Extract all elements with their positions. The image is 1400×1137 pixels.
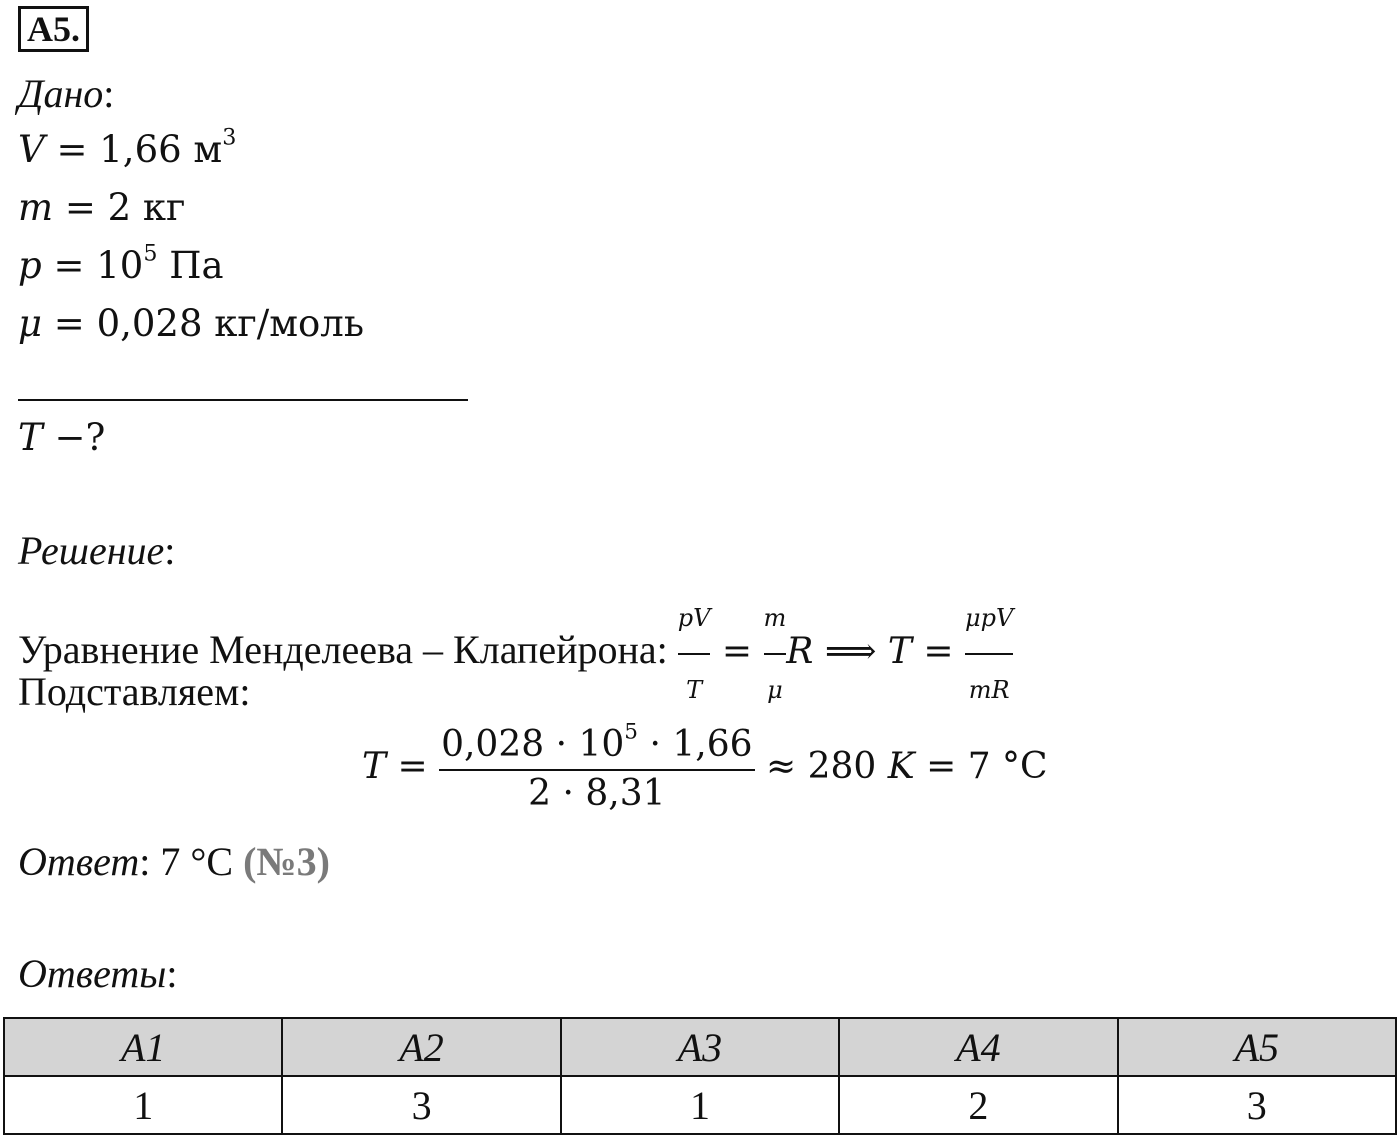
given-line-v [18, 124, 237, 171]
given-value: 1,66 [99, 128, 182, 171]
law-r: R [786, 631, 814, 672]
calc-eq: = [386, 746, 440, 787]
find-text: −? [42, 416, 106, 459]
solution-heading-text: Решение [18, 528, 165, 573]
answer-value: 7 °C [150, 839, 244, 884]
given-value: 2 [107, 186, 132, 229]
calc-result: ≈ 280 [754, 746, 888, 787]
answers-header-row [4, 1018, 1396, 1076]
answers-table [3, 1017, 1397, 1135]
given-heading-text: Дано [18, 71, 104, 116]
given-unit: м [181, 128, 223, 171]
given-var: m [18, 186, 54, 229]
given-sup: 3 [222, 124, 237, 151]
answers-header-cell: A5 [1118, 1018, 1396, 1076]
answers-value-row [4, 1076, 1396, 1134]
given-eq: = [44, 128, 100, 171]
fraction-denominator: mR [968, 676, 1010, 704]
given-line-m [18, 186, 185, 229]
given-eq: = [41, 244, 97, 287]
given-heading [18, 70, 114, 117]
given-line-mu [18, 302, 364, 345]
answer-heading: Ответ [18, 839, 140, 884]
answer-number: (№3) [243, 839, 330, 884]
substitute-text: Подставляем: [18, 669, 251, 714]
given-var: p [18, 244, 42, 287]
calc-num-sup: 5 [624, 719, 639, 745]
find-line [18, 416, 105, 459]
law-eq2: = [911, 631, 965, 672]
answer-line [18, 838, 330, 885]
answers-header-cell: A2 [282, 1018, 560, 1076]
law-eq1: = [710, 631, 764, 672]
fraction-mupv-mr [965, 583, 1013, 725]
answers-value-cell: 2 [839, 1076, 1117, 1134]
given-var: V [18, 128, 45, 171]
answers-header-cell: A3 [561, 1018, 839, 1076]
fraction-pv-t [678, 583, 711, 725]
answers-header-cell: A1 [4, 1018, 282, 1076]
calc-line [362, 719, 1048, 814]
fraction-m-mu [764, 583, 787, 725]
find-var: T [18, 416, 43, 459]
answers-heading [18, 950, 177, 997]
fraction-numerator: m [763, 604, 787, 632]
given-value: 10 [96, 244, 144, 287]
calc-fraction [439, 719, 754, 814]
law-formula [677, 604, 1014, 704]
given-divider [18, 399, 468, 401]
calc-denominator: 2 · 8,31 [528, 773, 666, 814]
task-label: A5. [18, 6, 89, 52]
given-value: 0,028 [96, 302, 203, 345]
answers-value-cell: 3 [1118, 1076, 1396, 1134]
calc-t: T [362, 746, 387, 787]
given-line-p [18, 240, 224, 287]
given-unit: кг [131, 186, 186, 229]
fraction-numerator: μpV [964, 604, 1014, 632]
answers-value-cell: 1 [561, 1076, 839, 1134]
fraction-numerator: pV [677, 604, 711, 632]
answers-heading-colon: : [166, 951, 178, 996]
fraction-denominator: μ [767, 676, 783, 704]
given-unit: кг/моль [202, 302, 364, 345]
answers-value-cell: 3 [282, 1076, 560, 1134]
law-t: T [887, 631, 912, 672]
calc-num-a: 0,028 · 10 [441, 724, 625, 765]
solution-heading-colon: : [164, 528, 176, 573]
given-tail: Па [157, 244, 224, 287]
answer-colon: : [139, 839, 151, 884]
given-var: μ [18, 302, 43, 345]
answers-heading-text: Ответы [18, 951, 167, 996]
given-sup: 5 [143, 240, 158, 267]
calc-numerator [439, 719, 754, 769]
calc-num-b: · 1,66 [638, 724, 753, 765]
calc-result2: = 7 °C [914, 746, 1048, 787]
fraction-denominator: T [686, 676, 703, 704]
answers-header-cell: A4 [839, 1018, 1117, 1076]
given-heading-colon: : [103, 71, 115, 116]
law-implies: ⟹ [813, 631, 888, 672]
given-eq: = [42, 302, 97, 345]
solution-heading [18, 527, 175, 574]
given-eq: = [53, 186, 108, 229]
answers-value-cell: 1 [4, 1076, 282, 1134]
law-text: Уравнение Менделеева – Клапейрона: [18, 627, 678, 672]
calc-k: K [887, 746, 915, 787]
